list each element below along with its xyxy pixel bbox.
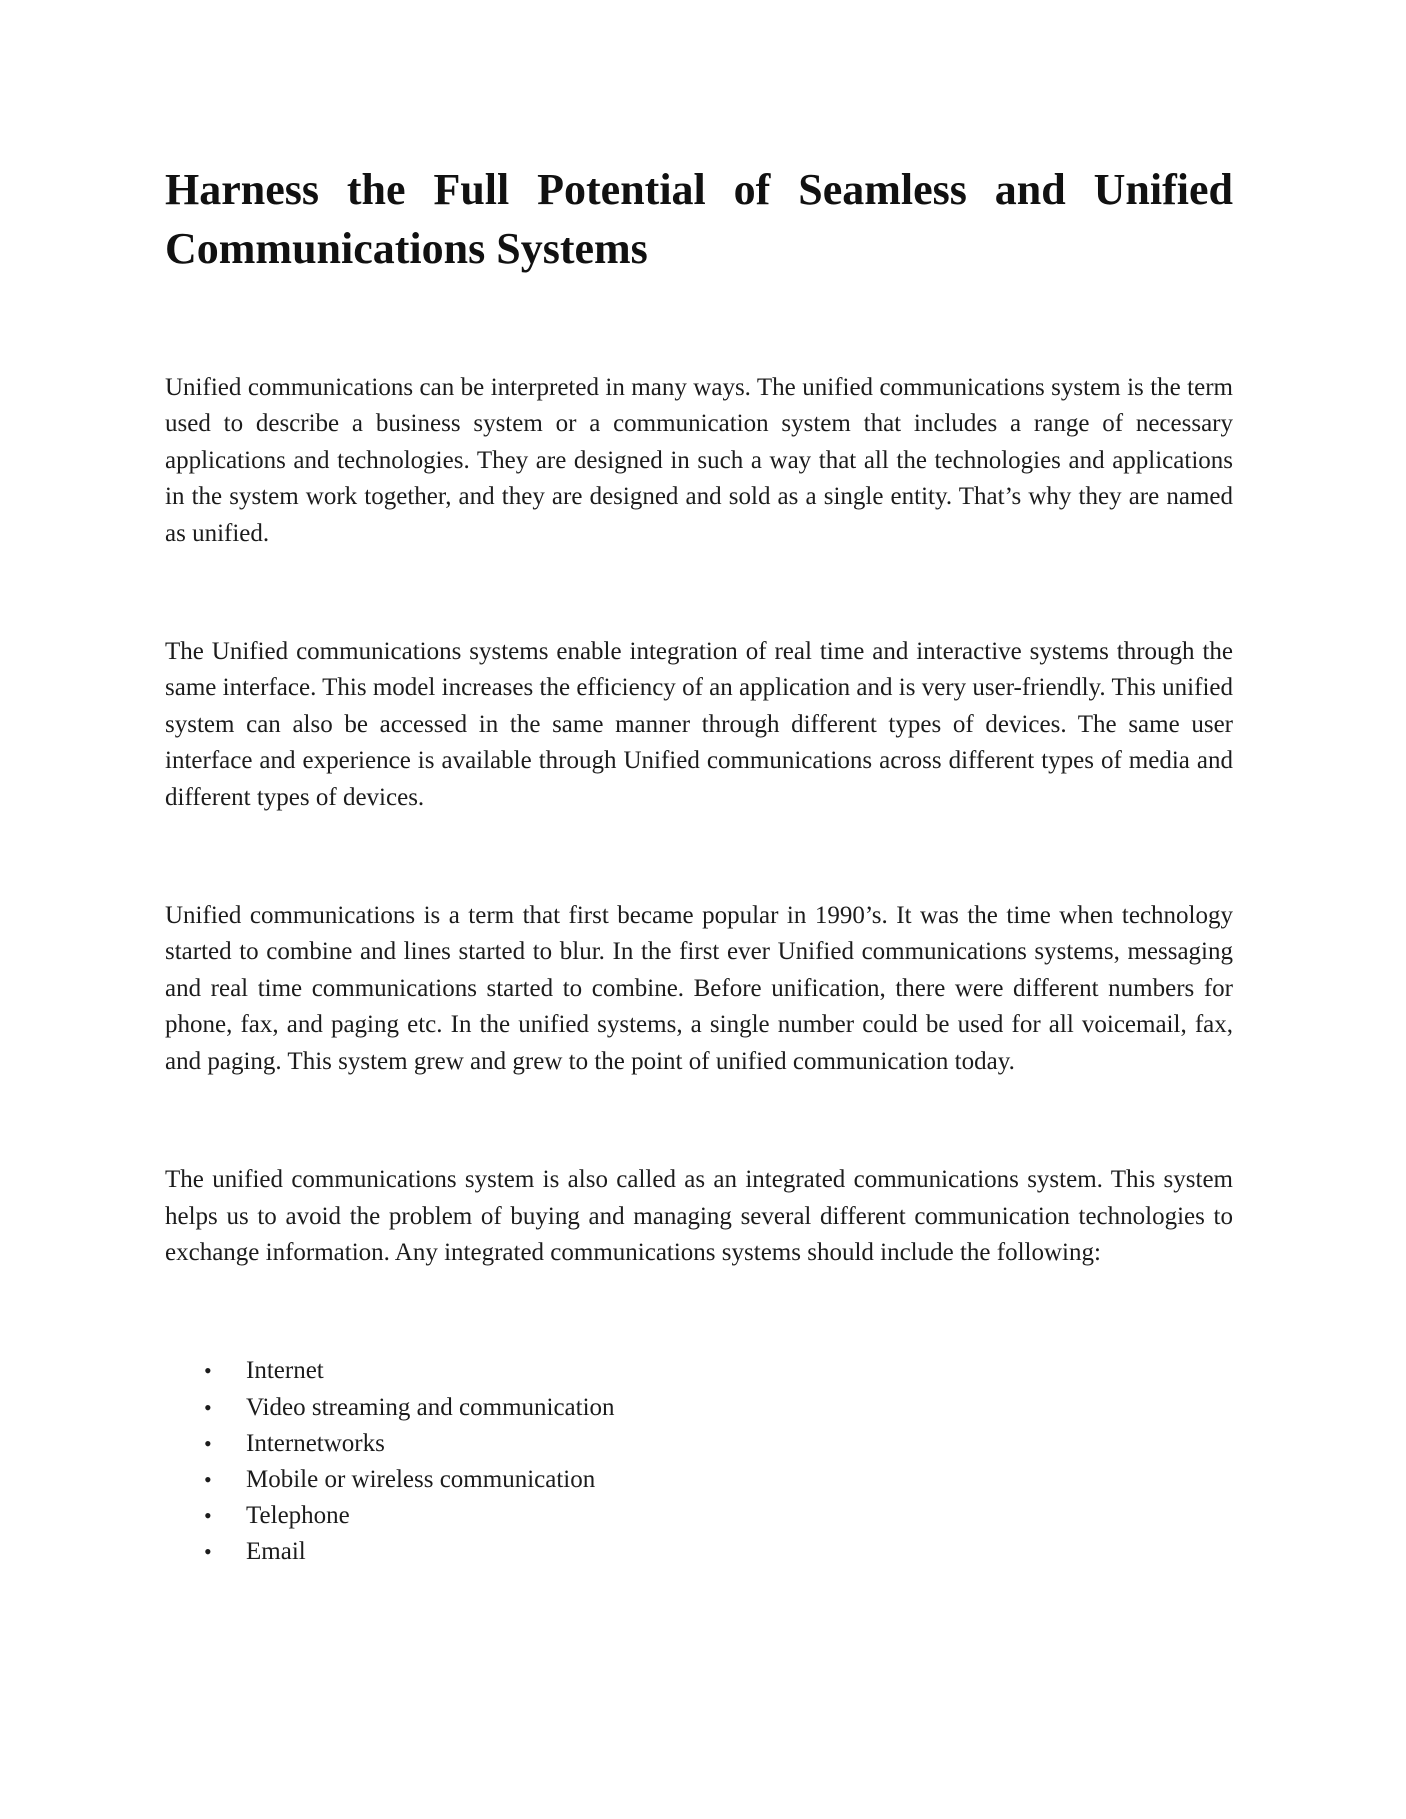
body-paragraph: Unified communications is a term that first became popular in 1990’s. It was the time when technology started to combine and lines started to blur. In the first ever Unified communications systems, messaging and real time communications started to combine. Before unification, there were different numbers for phone, fax, and paging etc. In the unified systems, a single number could be used for all voicemail, fax, and paging. This system grew and grew to the point of unified communication today. [165, 902, 1233, 1075]
list-item-label: Telephone [246, 1502, 350, 1530]
bullet-icon: • [204, 1466, 212, 1492]
bullet-icon: • [204, 1394, 212, 1420]
bullet-icon: • [204, 1430, 212, 1456]
bullet-list [165, 1353, 1233, 1570]
list-item-label: Video streaming and communication [246, 1393, 615, 1421]
list-item-label: Email [246, 1538, 306, 1566]
list-item [165, 1426, 1233, 1462]
bullet-icon: • [204, 1503, 212, 1529]
document-title: Harness the Full Potential of Seamless and Unified Communications Systems [165, 165, 1233, 273]
list-item [165, 1390, 1233, 1426]
list-item-label: Internet [246, 1357, 324, 1385]
document-page [165, 160, 1233, 1571]
bullet-icon: • [204, 1539, 212, 1565]
bullet-icon: • [204, 1358, 212, 1384]
list-item [165, 1498, 1233, 1534]
list-item-label: Internetworks [246, 1429, 385, 1457]
list-item [165, 1462, 1233, 1498]
body-paragraph: The unified communications system is also called as an integrated communications system. This system helps us to avoid the problem of buying and managing several different communication technologies to exchange information. Any integrated communications systems should include the following: [165, 1166, 1233, 1266]
body-paragraph: Unified communications can be interpreted in many ways. The unified communications system is the term used to describe a business system or a communication system that includes a range of necessary applications and technologies. They are designed in such a way that all the technologies and applications in the system work together, and they are designed and sold as a single entity. That’s why they are named as unified. [165, 374, 1233, 547]
body-paragraph: The Unified communications systems enable integration of real time and interactive systems through the same interface. This model increases the efficiency of an application and is very user-friendly. This unified system can also be accessed in the same manner through different types of devices. The same user interface and experience is available through Unified communications across different types of media and different types of devices. [165, 638, 1233, 811]
list-item [165, 1534, 1233, 1570]
list-item-label: Mobile or wireless communication [246, 1465, 596, 1493]
list-item [165, 1353, 1233, 1389]
